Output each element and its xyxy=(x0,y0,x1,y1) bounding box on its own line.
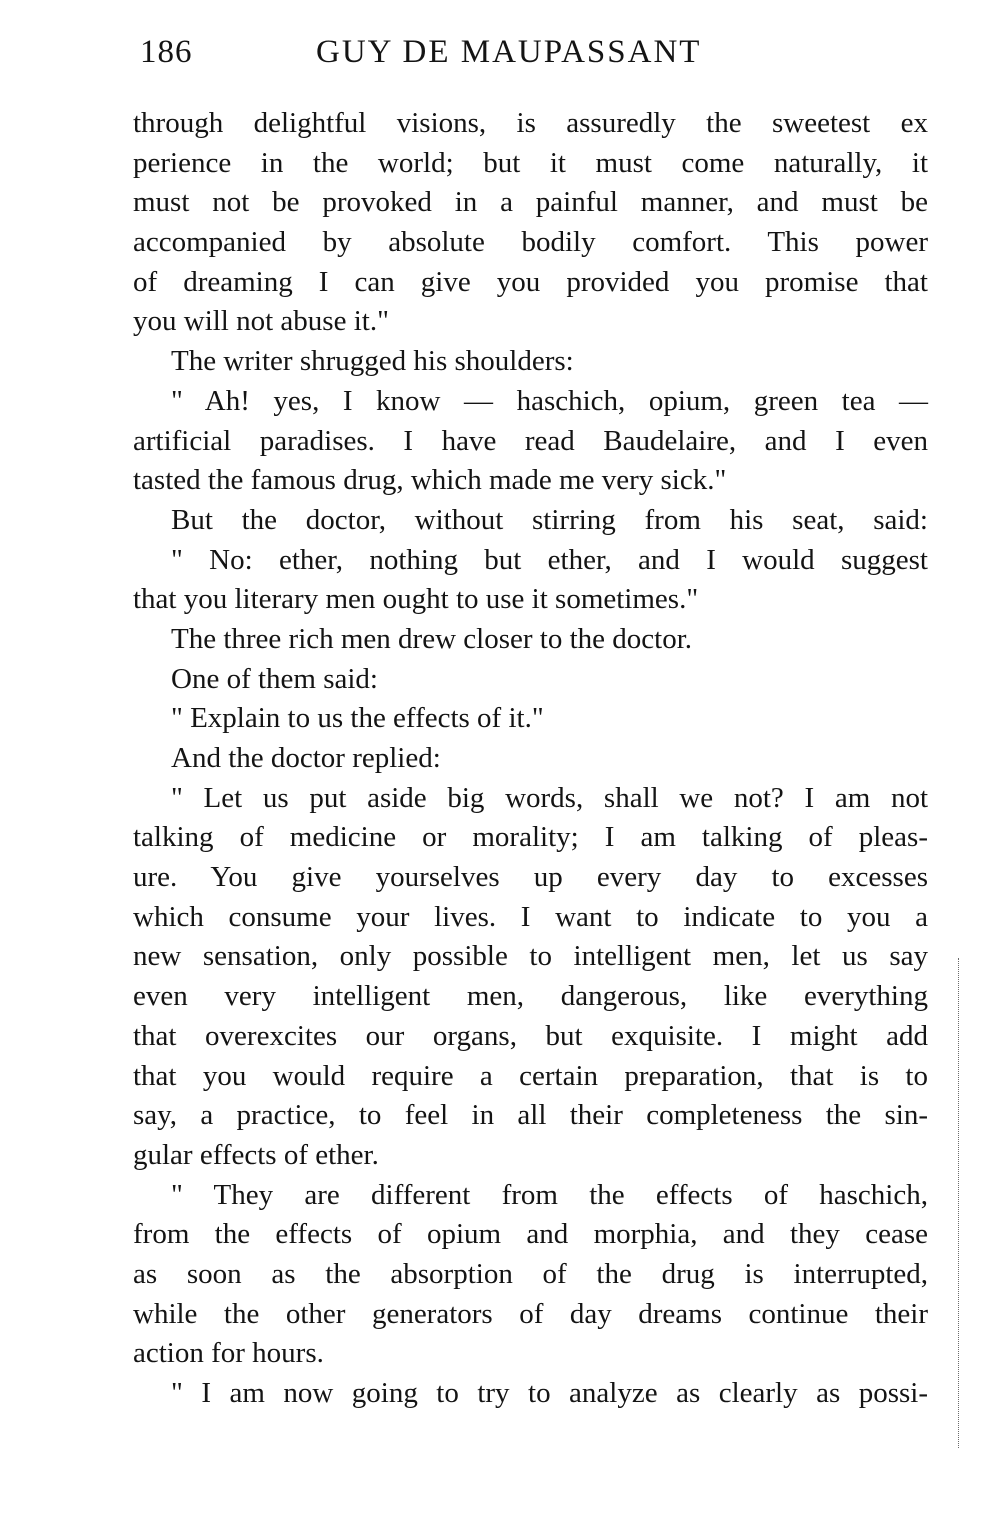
text-line: while the other generators of day dreams continue their xyxy=(133,1297,928,1330)
text-line: " I am now going to try to analyze as clearly as possi- xyxy=(171,1377,928,1409)
text-line: talking of medicine or morality; I am talking of pleas- xyxy=(133,821,928,854)
text-line: perience in the world; but it must come naturally, it xyxy=(133,146,928,179)
text-line: which consume your lives. I want to indicate to you a xyxy=(133,900,928,933)
text-line: must not be provoked in a painful manner, and must be xyxy=(133,186,928,219)
text-line: that you would require a certain preparation, that is to xyxy=(133,1059,928,1092)
text-line: One of them said: xyxy=(171,662,378,695)
body-text xyxy=(133,104,928,1414)
text-line: through delightful visions, is assuredly the sweetest ex xyxy=(133,107,928,139)
text-line: new sensation, only possible to intelligent men, let us say xyxy=(133,940,928,973)
text-line: from the effects of opium and morphia, and they cease xyxy=(133,1218,928,1251)
text-line: " Explain to us the effects of it." xyxy=(171,702,544,735)
text-line: accompanied by absolute bodily comfort. This power xyxy=(133,226,928,259)
text-line: " They are different from the effects of haschich, xyxy=(171,1178,928,1211)
text-line: And the doctor replied: xyxy=(171,742,441,774)
text-line: even very intelligent men, dangerous, like everything xyxy=(133,980,928,1013)
text-line: action for hours. xyxy=(133,1337,324,1370)
text-line: " No: ether, nothing but ether, and I would suggest xyxy=(171,543,928,576)
text-line: gular effects of ether. xyxy=(133,1138,379,1171)
text-line: that overexcites our organs, but exquisite. I might add xyxy=(133,1019,928,1052)
text-line: The three rich men drew closer to the doctor. xyxy=(171,622,692,655)
text-line: say, a practice, to feel in all their completeness the sin- xyxy=(133,1099,928,1132)
text-line: " Let us put aside big words, shall we not? I am not xyxy=(171,781,928,814)
text-line: you will not abuse it." xyxy=(133,305,389,338)
text-line: The writer shrugged his shoulders: xyxy=(171,345,574,378)
text-line: as soon as the absorption of the drug is interrupted, xyxy=(133,1257,928,1290)
text-line: artificial paradises. I have read Baudelaire, and I even xyxy=(133,424,928,457)
page-header xyxy=(140,34,930,84)
text-line: tasted the famous drug, which made me very sick." xyxy=(133,464,727,497)
text-line: " Ah! yes, I know — haschich, opium, green tea — xyxy=(171,384,928,417)
page-number: 186 xyxy=(140,34,193,70)
text-line: that you literary men ought to use it sometimes." xyxy=(133,583,699,616)
text-line: But the doctor, without stirring from his seat, said: xyxy=(171,503,928,536)
running-head: GUY DE MAUPASSANT xyxy=(316,34,702,70)
text-line: ure. You give yourselves up every day to excesses xyxy=(133,861,928,894)
text-line: of dreaming I can give you provided you promise that xyxy=(133,265,928,298)
margin-scan-mark xyxy=(958,958,959,1448)
